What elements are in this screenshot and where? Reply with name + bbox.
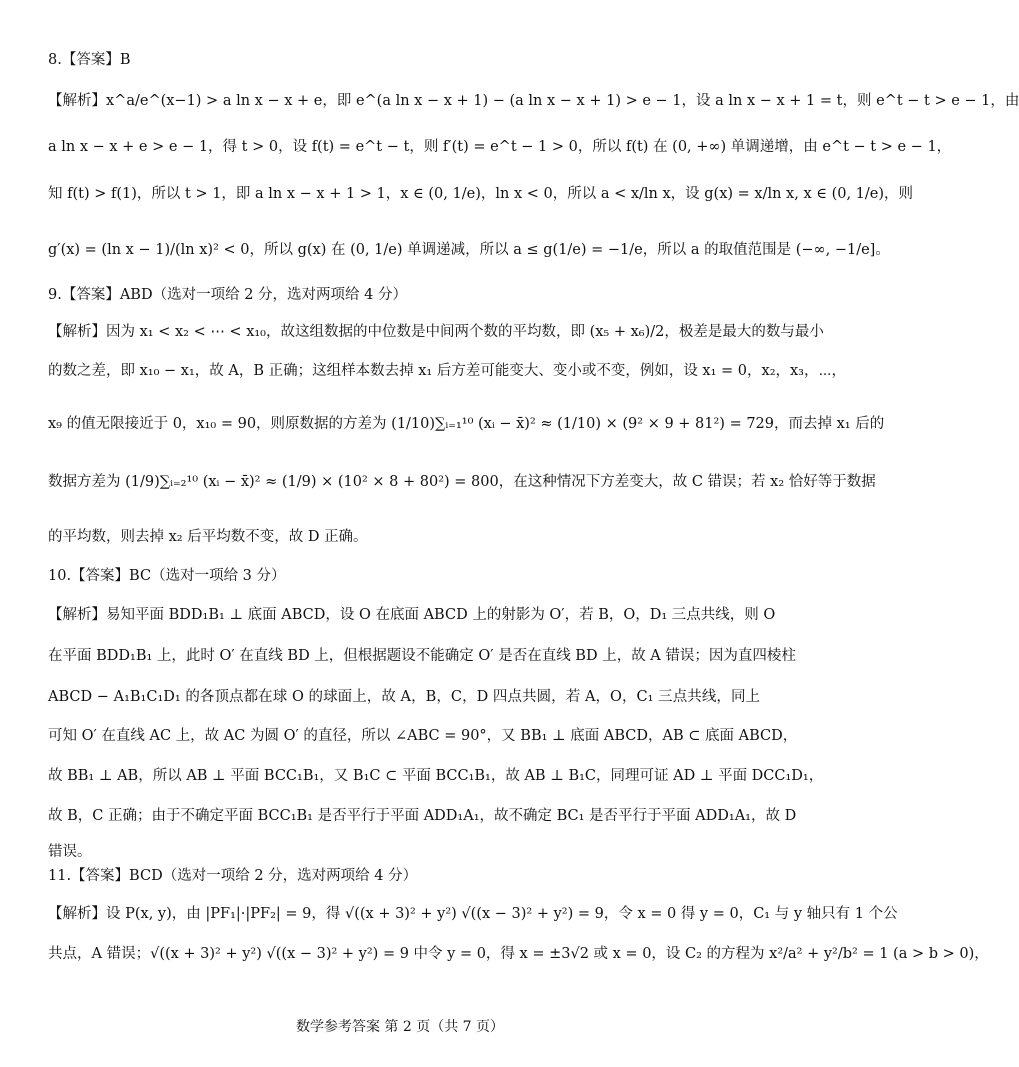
q8-heading: 8.【答案】B bbox=[48, 52, 131, 68]
q8-l1: 【解析】x^a/e^(x−1) > a ln x − x + e，即 e^(a ln x − x + 1) − (a ln x − x + 1) > e − 1，设 a ln x − x + 1 = t，则 e^t − t > e − 1，由 bbox=[48, 93, 1019, 109]
q9-l1: 【解析】因为 x₁ < x₂ < ⋯ < x₁₀，故这组数据的中位数是中间两个数的平均数，即 (x₅ + x₆)/2，极差是最大的数与最小 bbox=[48, 324, 824, 340]
q10-l6: 故 B，C 正确；由于不确定平面 BCC₁B₁ 是否平行于平面 ADD₁A₁，故不确定 BC₁ 是否平行于平面 ADD₁A₁，故 D bbox=[48, 808, 797, 824]
q10-l7: 错误。 bbox=[48, 844, 92, 860]
q10-l1: 【解析】易知平面 BDD₁B₁ ⊥ 底面 ABCD，设 O 在底面 ABCD 上的射影为 O′，若 B，O，D₁ 三点共线，则 O bbox=[48, 607, 776, 623]
q9-l4: 数据方差为 (1/9)∑ᵢ₌₂¹⁰ (xᵢ − x̄)² ≈ (1/9) × (10² × 8 + 80²) = 800，在这种情况下方差变大，故 C 错误；若 x₂ 恰好等于数据 bbox=[48, 474, 876, 490]
q8-l2: a ln x − x + e > e − 1，得 t > 0，设 f(t) = e^t − t，则 f′(t) = e^t − 1 > 0，所以 f(t) 在 (0, +∞) 单调递增，由 e^t − t > e − 1， bbox=[48, 139, 952, 155]
q11-l1: 【解析】设 P(x, y)，由 |PF₁|·|PF₂| = 9，得 √((x + 3)² + y²) √((x − 3)² + y²) = 9，令 x = 0 得 y = 0，C₁ 与 y 轴只有 1 个公 bbox=[48, 906, 898, 922]
page-footer: 数学参考答案 第 2 页（共 7 页） bbox=[295, 1019, 505, 1035]
q11-heading: 11.【答案】BCD（选对一项给 2 分，选对两项给 4 分） bbox=[48, 868, 418, 884]
q9-l5: 的平均数，则去掉 x₂ 后平均数不变，故 D 正确。 bbox=[48, 529, 368, 545]
q10-l2: 在平面 BDD₁B₁ 上，此时 O′ 在直线 BD 上，但根据题设不能确定 O′ 是否在直线 BD 上，故 A 错误；因为直四棱柱 bbox=[48, 648, 796, 664]
q9-l2: 的数之差，即 x₁₀ − x₁，故 A，B 正确；这组样本数去掉 x₁ 后方差可能变大、变小或不变，例如，设 x₁ = 0，x₂，x₃，⋯， bbox=[48, 363, 847, 379]
q11-l2: 共点，A 错误；√((x + 3)² + y²) √((x − 3)² + y²) = 9 中令 y = 0，得 x = ±3√2 或 x = 0，设 C₂ 的方程为 x²/a² + y²/b² = 1 (a > b > 0)， bbox=[48, 946, 989, 962]
q9-l3: x₉ 的值无限接近于 0，x₁₀ = 90，则原数据的方差为 (1/10)∑ᵢ₌₁¹⁰ (xᵢ − x̄)² ≈ (1/10) × (9² × 9 + 81²) = 729，而去掉 x₁ 后的 bbox=[48, 416, 885, 432]
q9-heading: 9.【答案】ABD（选对一项给 2 分，选对两项给 4 分） bbox=[48, 287, 407, 303]
q10-l5: 故 BB₁ ⊥ AB，所以 AB ⊥ 平面 BCC₁B₁，又 B₁C ⊂ 平面 BCC₁B₁，故 AB ⊥ B₁C，同理可证 AD ⊥ 平面 DCC₁D₁， bbox=[48, 768, 824, 784]
q10-l3: ABCD − A₁B₁C₁D₁ 的各顶点都在球 O 的球面上，故 A，B，C，D 四点共圆，若 A，O，C₁ 三点共线，同上 bbox=[48, 689, 760, 705]
q10-heading: 10.【答案】BC（选对一项给 3 分） bbox=[48, 568, 286, 584]
q10-l4: 可知 O′ 在直线 AC 上，故 AC 为圆 O′ 的直径，所以 ∠ABC = 90°，又 BB₁ ⊥ 底面 ABCD，AB ⊂ 底面 ABCD， bbox=[48, 728, 798, 744]
q8-l4: g′(x) = (ln x − 1)/(ln x)² < 0，所以 g(x) 在 (0, 1/e) 单调递减，所以 a ≤ g(1/e) = −1/e，所以 a 的取值范围是 (−∞, −1/e]。 bbox=[48, 242, 890, 258]
q8-l3: 知 f(t) > f(1)，所以 t > 1，即 a ln x − x + 1 > 1，x ∈ (0, 1/e)，ln x < 0，所以 a < x/ln x，设 g(x) = x/ln x, x ∈ (0, 1/e)，则 bbox=[48, 186, 914, 202]
